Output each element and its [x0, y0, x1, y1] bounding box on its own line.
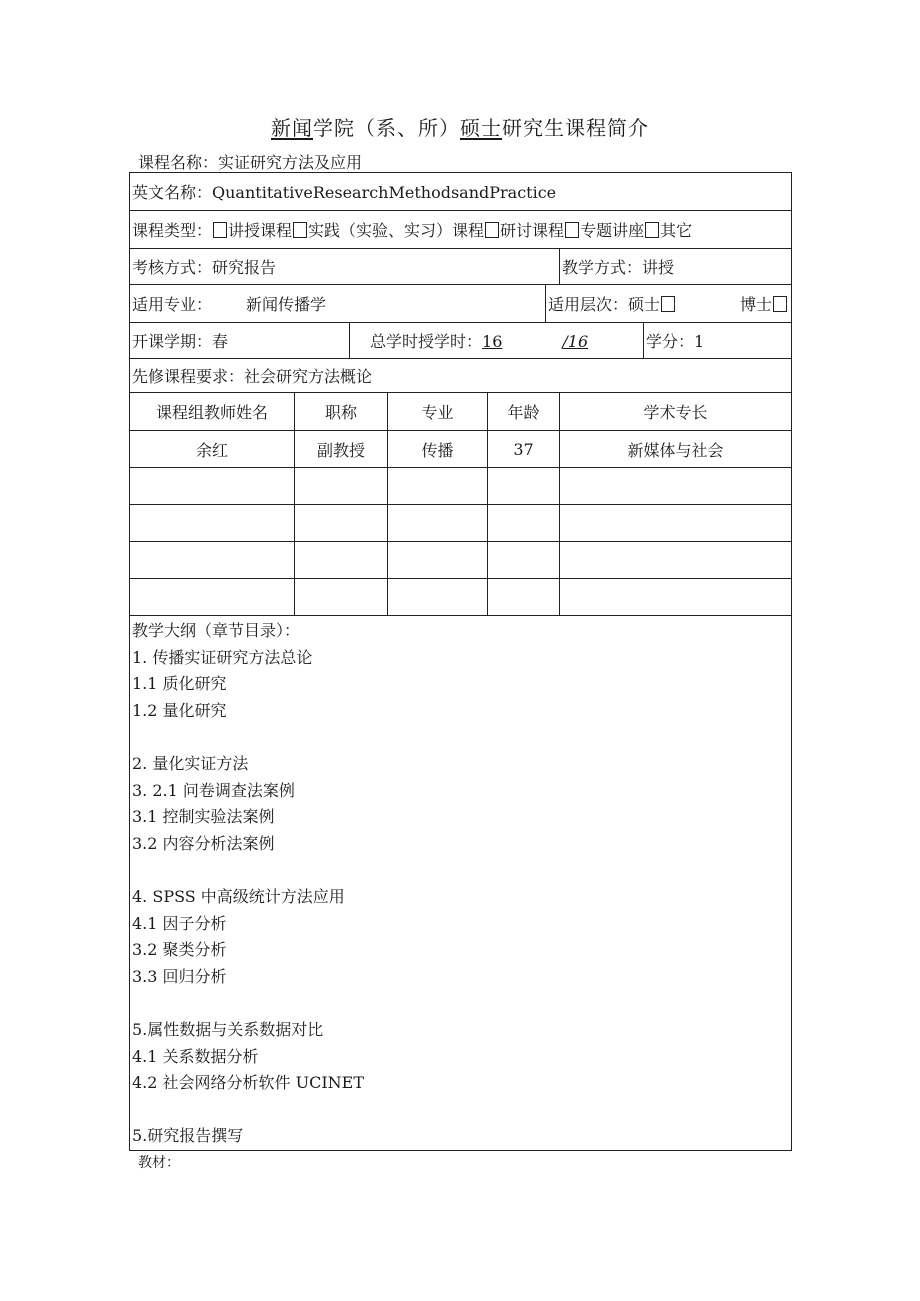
list-item: 3.1 控制实验法案例 — [132, 807, 275, 827]
table-row-empty — [130, 542, 792, 579]
option-seminar: 研讨课程 — [500, 221, 565, 240]
teacher-major: 传播 — [388, 431, 488, 468]
header-age: 年龄 — [488, 393, 560, 431]
course-type-row — [130, 211, 792, 249]
option-practice: 实践（实验、实习）课程 — [308, 221, 485, 240]
list-item: 3. 2.1 问卷调查法案例 — [132, 780, 295, 800]
list-item: 1. 传播实证研究方法总论 — [132, 647, 313, 667]
checkbox-other[interactable] — [645, 222, 659, 238]
option-special: 专题讲座 — [580, 221, 645, 240]
level-cell — [546, 285, 792, 323]
list-item: 1.1 质化研究 — [132, 674, 227, 694]
list-item — [132, 990, 789, 1017]
list-item: 4.1 关系数据分析 — [132, 1046, 259, 1066]
hours-total-value: 16 — [482, 332, 503, 351]
checkbox-special[interactable] — [565, 222, 579, 238]
list-item: 3.2 聚类分析 — [132, 940, 227, 960]
table-row — [130, 431, 792, 468]
teacher-expertise: 新媒体与社会 — [560, 431, 792, 468]
list-item: 3.2 内容分析法案例 — [132, 833, 275, 853]
list-item: 4.2 社会网络分析软件 UCINET — [132, 1073, 365, 1093]
hours-taught-value: /16 — [562, 332, 589, 351]
list-item: 4.1 因子分析 — [132, 913, 227, 933]
list-item — [132, 1097, 789, 1124]
list-item: 5.研究报告撰写 — [132, 1126, 244, 1146]
option-lecture: 讲授课程 — [228, 221, 293, 240]
hours-cell — [350, 323, 644, 359]
teacher-name: 余红 — [130, 431, 295, 468]
english-name: 英文名称：QuantitativeResearchMethodsandPractice — [130, 173, 792, 211]
course-form — [129, 172, 792, 1151]
checkbox-seminar[interactable] — [485, 222, 499, 238]
list-item: 4. SPSS 中高级统计方法应用 — [132, 886, 345, 906]
level-label: 适用层次： — [548, 295, 629, 314]
table-row-empty — [130, 579, 792, 616]
major-value: 新闻传播学 — [246, 295, 327, 314]
list-item — [132, 857, 789, 884]
outline-heading: 教学大纲（章节目录）： — [132, 621, 301, 640]
outline — [132, 618, 789, 1150]
course-type-label: 课程类型： — [132, 221, 213, 240]
header-expertise: 学术专长 — [560, 393, 792, 431]
list-item: 3.3 回归分析 — [132, 966, 227, 986]
header-major: 专业 — [388, 393, 488, 431]
list-item — [132, 724, 789, 751]
teacher-title: 副教授 — [295, 431, 388, 468]
title-degree: 硕士 — [460, 116, 502, 140]
level-master: 硕士 — [628, 295, 661, 314]
title-suffix: 研究生课程简介 — [502, 116, 649, 140]
hours-total — [482, 332, 588, 351]
checkbox-doctor[interactable] — [773, 296, 787, 312]
teaching-method: 教学方式：讲授 — [560, 249, 792, 285]
header-teacher-name: 课程组教师姓名 — [130, 393, 295, 431]
major-label: 适用专业： — [132, 295, 213, 314]
option-other: 其它 — [660, 221, 693, 240]
page-title — [0, 112, 920, 141]
header-title: 职称 — [295, 393, 388, 431]
credits: 学分：1 — [644, 323, 792, 359]
prerequisite: 先修课程要求：社会研究方法概论 — [130, 359, 792, 393]
title-dept: 新闻 — [271, 116, 313, 140]
checkbox-practice[interactable] — [293, 222, 307, 238]
list-item: 5.属性数据与关系数据对比 — [132, 1019, 324, 1039]
outline-cell — [130, 616, 792, 1151]
checkbox-master[interactable] — [661, 296, 675, 312]
course-name: 课程名称：实证研究方法及应用 — [138, 153, 363, 172]
materials-label: 教材： — [138, 1155, 180, 1171]
assessment: 考核方式：研究报告 — [130, 249, 560, 285]
teacher-age: 37 — [488, 431, 560, 468]
title-college: 学院（系、所） — [313, 116, 460, 140]
semester: 开课学期：春 — [130, 323, 350, 359]
hours-label: 总学时授学时： — [370, 332, 483, 351]
checkbox-lecture[interactable] — [213, 222, 227, 238]
list-item: 2. 量化实证方法 — [132, 753, 249, 773]
list-item: 1.2 量化研究 — [132, 700, 227, 720]
major-cell — [130, 285, 546, 323]
table-row-empty — [130, 505, 792, 542]
table-row-empty — [130, 468, 792, 505]
level-doctor: 博士 — [740, 295, 773, 314]
